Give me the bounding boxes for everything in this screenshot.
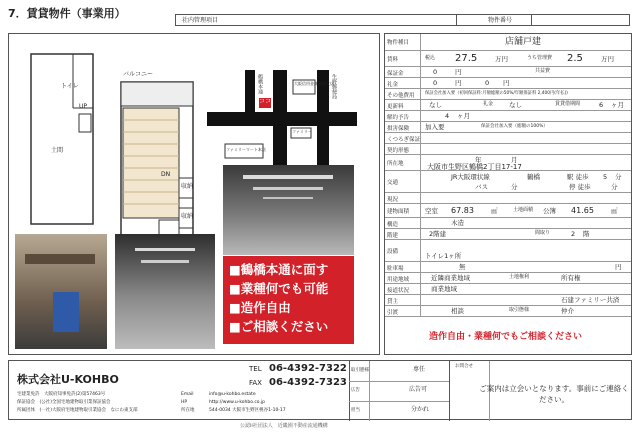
addr-label: 所在地	[181, 408, 195, 413]
assoc1: 保証協会 (公社)全国宅地建物取引業保証協会	[17, 400, 111, 405]
management-bar	[175, 14, 630, 26]
area-label: 建物面積	[385, 204, 421, 218]
bus-min: 分	[511, 183, 518, 191]
form-row-highlight	[385, 316, 631, 357]
insurance-note: 保証会社加入要（総額の100%）	[481, 124, 548, 129]
traffic-label: 交通	[385, 171, 421, 193]
guarantee-label: くつろぎ保証	[385, 133, 421, 144]
owner-label: 貸主	[385, 295, 421, 306]
road-value: 近隣商業地域	[431, 274, 470, 282]
rent-label: 賃料	[385, 51, 421, 67]
promo-panel	[223, 256, 354, 344]
form-row-type	[385, 34, 631, 50]
storage-label-2: 収納	[181, 213, 194, 220]
map	[207, 70, 357, 180]
assoc2: 所属団体 (一社)大阪府宅地建物取引業協会 なにわ東支部	[17, 408, 138, 413]
dn-label: DN	[161, 171, 171, 178]
key-label: 礼金	[385, 78, 421, 89]
land-right-label: 土地権利	[509, 274, 530, 280]
tel-label: TEL	[249, 365, 262, 373]
type-value: 店舗戸建	[505, 37, 542, 47]
mediation-label: 取引態様	[509, 307, 530, 313]
renew-fee-value: なし	[509, 101, 522, 109]
facility-label: 設備	[385, 240, 421, 262]
area2-type: 公簿	[543, 207, 556, 215]
fax-number: 06-4392-7323	[269, 377, 347, 388]
highlight-text: 造作自由・業種何でもご相談ください	[429, 332, 583, 342]
map-tile: ファミリーマート本店	[226, 147, 266, 152]
notice-label: 解約予告	[385, 111, 421, 122]
notice-unit: ヶ月	[457, 112, 470, 120]
period-label: 賃貸借期間	[555, 101, 581, 107]
exterior-photo	[15, 234, 107, 349]
insurance-value: 加入要	[425, 123, 445, 131]
hp-label: HP	[181, 400, 188, 405]
form-row-traffic	[385, 170, 631, 193]
section-title: 7．賃貸物件（事業用）	[8, 7, 126, 20]
period-value: 6	[599, 101, 604, 109]
rent-unit: 万円	[495, 55, 508, 63]
area2-unit: ㎡	[611, 207, 618, 215]
address-label: 所在地	[385, 155, 421, 171]
mediation-value: 仲介	[561, 307, 574, 315]
floorplan-drawing	[23, 48, 203, 248]
license: 宅建業免許 大阪府知事免許(2)第57463号	[17, 392, 106, 397]
storage-label-1: 収納	[181, 183, 194, 190]
zone-label: 用途地域	[385, 273, 421, 284]
management-label: 社内管理項目	[182, 17, 219, 24]
up-label: UP	[79, 103, 88, 110]
interior-photo-2	[115, 234, 215, 349]
company-name: 株式会社U-KOHBO	[17, 373, 119, 386]
shiki-unit: 円	[503, 79, 510, 87]
addr: 544-0034 大阪市生野区桃谷1-10-17	[209, 408, 286, 413]
contact-label: お問合せ	[455, 364, 473, 369]
struct-label: 構造	[385, 218, 421, 229]
area2-value: 41.65	[571, 206, 594, 215]
info-value: 広告可	[409, 386, 428, 393]
email[interactable]: info@u-kohbo.estate	[209, 392, 256, 397]
owner-value: 石建ファミリー共済	[561, 296, 620, 304]
walk-label: 駅 徒歩	[567, 173, 589, 181]
shiki-label: 共益費	[535, 68, 551, 74]
renew-label: 更新料	[385, 100, 421, 111]
map-station: 鶴橋本通	[257, 74, 263, 94]
layout-value: 2	[571, 230, 576, 238]
shop-label: うち管理費	[527, 55, 553, 61]
promo-line: ■ご相談ください	[229, 319, 329, 334]
promo-line: ■業種何でも可能	[229, 281, 329, 296]
built-month: 月	[511, 156, 518, 164]
shop-unit: 万円	[601, 55, 614, 63]
notice-value: 4	[445, 112, 450, 120]
footer	[8, 360, 632, 420]
interior-photo	[223, 165, 354, 255]
address-value: 大阪市生野区鶴橋2丁目17-17	[427, 163, 522, 171]
rent-value: 27.5	[455, 53, 478, 64]
form-row-area	[385, 203, 631, 218]
parking-value: 無	[459, 263, 466, 271]
renew-value: なし	[429, 101, 442, 109]
layout-label: 間取り	[535, 230, 551, 236]
bottom-note: 公認ii社団法人 近畿圏不動産流通機構	[240, 423, 328, 429]
struct-value: 木造	[451, 219, 464, 227]
map-marker: ココ	[259, 98, 272, 105]
rent-tax: 税込	[425, 55, 436, 61]
land-label: 土間	[51, 147, 64, 154]
toilet-label: トイレ	[61, 83, 79, 90]
land-right-value: 所有権	[561, 274, 581, 282]
contract-label: 契約形態	[385, 144, 421, 155]
other-label: その他費用	[385, 89, 421, 100]
floorplan	[23, 48, 203, 248]
road-label: 接道状況	[385, 284, 421, 295]
property-form	[384, 33, 632, 355]
shop-value: 2.5	[567, 53, 583, 64]
built-year: 年	[475, 156, 482, 164]
parking-label: 駐車場	[385, 262, 421, 273]
email-label: Email	[181, 392, 194, 397]
bus-label: バス	[475, 183, 488, 191]
client-label: 担当	[351, 408, 360, 413]
deposit-label: 保証金	[385, 67, 421, 78]
handover-value: 相談	[451, 307, 464, 315]
shiki-value: 0	[485, 79, 490, 87]
zone-value: 商業地域	[431, 285, 457, 293]
reg-label: 取引態様	[351, 368, 369, 373]
map-post: 生野郵便局	[331, 74, 337, 99]
deposit-value: 0	[433, 68, 438, 76]
walk-min: 5	[603, 173, 608, 181]
current-value: 空室	[425, 207, 438, 215]
line-value: JR大阪環状線	[451, 173, 490, 181]
client-value: 分かれ	[411, 406, 430, 413]
handover-label: 引渡	[385, 306, 421, 317]
floors-label: 階建	[385, 229, 421, 240]
layout-unit: 階	[583, 230, 590, 238]
area2-label: 土地面積	[513, 207, 534, 213]
notice-text: ご案内は立会いとなります。事前にご連絡ください。	[479, 384, 629, 404]
map-bank: 大阪信用金庫鶴橋支店	[294, 81, 334, 86]
bus-walk: 停 徒歩	[569, 183, 591, 191]
walk-unit: 分	[615, 173, 622, 181]
key-value: 0	[433, 79, 438, 87]
key-unit: 円	[455, 79, 462, 87]
renew-fee-label: 礼金	[483, 101, 494, 107]
deposit-unit: 円	[455, 68, 462, 76]
promo-line: ■鶴橋本通に面す	[229, 262, 329, 277]
left-panel	[8, 33, 380, 355]
floors-value: 2階建	[429, 230, 447, 238]
map-store: ファミリー	[292, 129, 312, 134]
hp-url[interactable]: http://www.u-kohbo.co.jp	[209, 400, 266, 405]
info-label: 広告	[351, 388, 360, 393]
promo-line: ■造作自由	[229, 300, 291, 315]
parking-fee: 円	[615, 263, 622, 271]
bus-walk-unit: 分	[611, 183, 618, 191]
area-unit: ㎡	[491, 207, 498, 215]
facility-value: トイレ1ヶ所	[425, 252, 462, 260]
area-value: 67.83	[451, 206, 474, 215]
current-label: 現況	[385, 193, 421, 204]
fax-label: FAX	[249, 379, 262, 387]
reg-value: 専任	[413, 366, 426, 373]
form-row-facility	[385, 239, 631, 262]
balcony-label: バルコニー	[123, 71, 154, 78]
form-row-address	[385, 154, 631, 171]
insurance-label: 損害保険	[385, 122, 421, 133]
tel-number[interactable]: 06-4392-7322	[269, 363, 347, 374]
type-label: 物件種目	[385, 34, 421, 50]
period-unit: ヶ月	[611, 101, 624, 109]
form-row-rent	[385, 50, 631, 67]
property-no-label: 物件番号	[488, 17, 513, 24]
other-value: 保証会社加入要（初回保証料:月額総額の50%/年額保証料 2,400円(年払))	[425, 91, 568, 96]
station-value: 鶴橋	[527, 173, 540, 181]
